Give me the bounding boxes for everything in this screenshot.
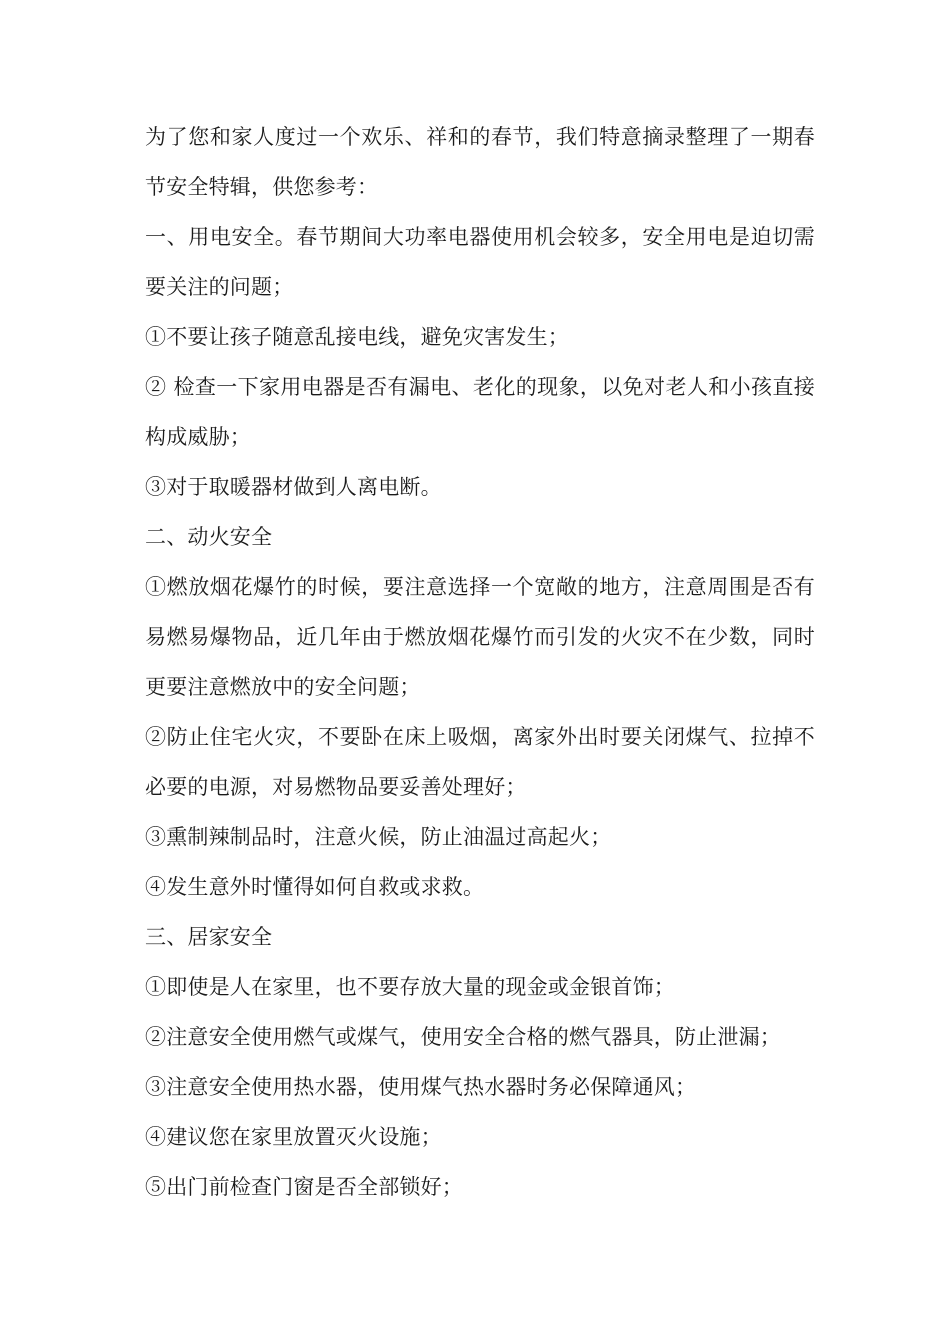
list-item: ③注意安全使用热水器，使用煤气热水器时务必保障通风； (145, 1075, 697, 1099)
list-item: ② 检查一下家用电器是否有漏电、老化的现象，以免对老人和小孩直接构成威胁； (145, 375, 815, 449)
section-heading-electricity: 一、用电安全。春节期间大功率电器使用机会较多，安全用电是迫切需要关注的问题； (145, 225, 815, 299)
list-item: ④发生意外时懂得如何自救或求救。 (145, 875, 485, 899)
list-item: ⑤出门前检查门窗是否全部锁好； (145, 1175, 463, 1199)
list-item: ①不要让孩子随意乱接电线，避免灾害发生； (145, 325, 569, 349)
list-item: ①燃放烟花爆竹的时候，要注意选择一个宽敞的地方，注意周围是否有易燃易爆物品，近几年由于燃放烟花爆竹而引发的火灾不在少数，同时更要注意燃放中的安全问题； (145, 575, 815, 699)
section-heading-fire: 二、动火安全 (145, 525, 273, 549)
section-heading-home: 三、居家安全 (145, 925, 273, 949)
list-item: ①即使是人在家里，也不要存放大量的现金或金银首饰； (145, 975, 675, 999)
list-item: ②注意安全使用燃气或煤气，使用安全合格的燃气器具，防止泄漏； (145, 1025, 781, 1049)
list-item: ③对于取暖器材做到人离电断。 (145, 475, 442, 499)
list-item: ④建议您在家里放置灭火设施； (145, 1125, 442, 1149)
list-item: ③熏制辣制品时，注意火候，防止油温过高起火； (145, 825, 612, 849)
list-item: ②防止住宅火灾，不要卧在床上吸烟，离家外出时要关闭煤气、拉掉不必要的电源，对易燃物品要妥善处理好； (145, 725, 815, 799)
intro-paragraph: 为了您和家人度过一个欢乐、祥和的春节，我们特意摘录整理了一期春节安全特辑，供您参考： (145, 125, 815, 199)
document-body (145, 112, 815, 1212)
